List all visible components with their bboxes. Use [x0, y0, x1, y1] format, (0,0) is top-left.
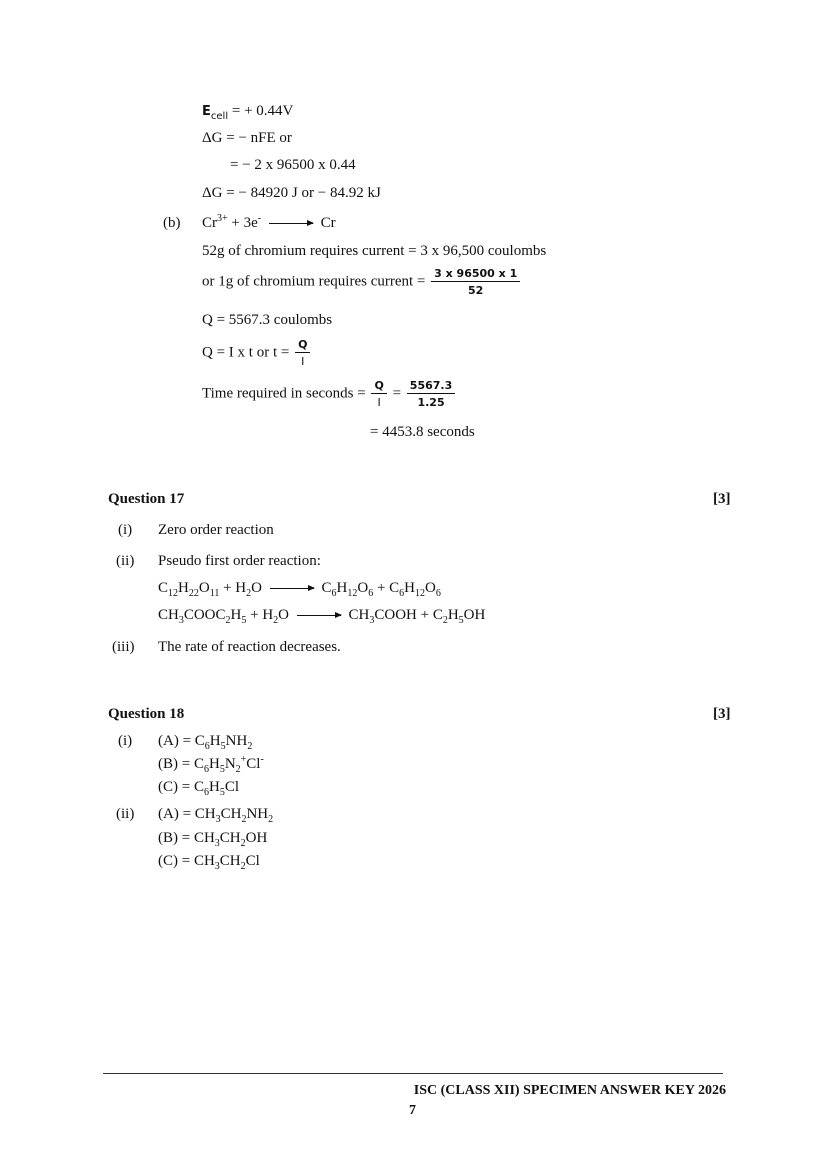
equation-reactants: $C_{12}H_{22}O_{11} + H_2O$ [158, 580, 262, 599]
chromium-reduction-equation [202, 213, 336, 231]
q18-ii-compound-c: $(C) = CH_3CH_2Cl$ [158, 853, 260, 872]
fraction-denominator: I [377, 396, 381, 409]
t-fraction [295, 339, 310, 367]
ecell-line [202, 103, 294, 122]
delta-g-substitution: = − 2 x 96500 x 0.44 [230, 157, 356, 173]
q17-i-label: (i) [118, 522, 133, 538]
fraction-numerator: 5567.3 [407, 380, 455, 394]
q17-i-answer: Zero order reaction [158, 522, 274, 538]
equation-products: $CH_3COOH + C_2H_5OH$ [348, 607, 486, 626]
page-number: 7 [409, 1103, 416, 1118]
q18-i-compound-b: $(B) = C_6H_5N_2^+Cl^-$ [158, 754, 264, 775]
fraction-denominator: 1.25 [417, 396, 445, 409]
delta-g-result: ΔG = − 84920 J or − 84.92 kJ [202, 185, 381, 201]
time-fraction-symbolic [371, 380, 386, 408]
q-equals-it-line [202, 339, 312, 367]
q18-i-compound-c: $(C) = C_6H_5Cl$ [158, 779, 239, 798]
charge-1g-line [202, 268, 522, 296]
equation-products: $C_6H_{12}O_6 + C_6H_{12}O_6$ [321, 580, 441, 599]
q18-ii-compound-a: $(A) = CH_3CH_2NH_2$ [158, 806, 274, 825]
electrons: + 3e [227, 215, 258, 231]
charge-52g-line: 52g of chromium requires current = 3 x 96,500 coulombs [202, 243, 547, 259]
time-required-line [202, 380, 457, 408]
time-result: = 4453.8 seconds [370, 424, 475, 440]
fraction-denominator: 52 [468, 284, 484, 297]
ester-hydrolysis-equation [158, 607, 486, 626]
q17-iii-answer: The rate of reaction decreases. [158, 639, 341, 655]
time-fraction-numeric [407, 380, 455, 408]
charge-1g-fraction [431, 268, 520, 296]
reaction-arrow-icon [269, 223, 313, 224]
q17-iii-label: (iii) [112, 639, 135, 655]
question-17-title: Question 17 [108, 491, 185, 507]
equals-sign: = [392, 385, 402, 402]
fraction-numerator: 3 x 96500 x 1 [431, 268, 520, 282]
q-equals-it-text: Q = I x t or t = [202, 344, 290, 361]
q18-i-compound-a: $(A) = C_6H_5NH_2$ [158, 733, 253, 752]
electron-charge: - [257, 213, 262, 224]
q17-ii-label: (ii) [116, 553, 135, 569]
sucrose-hydrolysis-equation [158, 580, 441, 599]
equation-reactants: $CH_3COOC_2H_5 + H_2O$ [158, 607, 290, 626]
fraction-numerator: Q [371, 380, 386, 394]
question-18-marks: [3] [713, 706, 731, 722]
reaction-arrow-icon [297, 615, 341, 616]
fraction-denominator: I [301, 355, 305, 368]
chromium-metal: Cr [320, 215, 336, 231]
charge-q-line: Q = 5567.3 coulombs [202, 312, 333, 328]
ecell-value: = + 0.44V [231, 103, 294, 119]
charge-1g-text: or 1g of chromium requires current = [202, 273, 426, 290]
fraction-numerator: Q [295, 339, 310, 353]
footer-divider [103, 1073, 723, 1074]
q18-ii-label: (ii) [116, 806, 135, 822]
ecell-subscript: cell [210, 111, 229, 122]
time-required-text: Time required in seconds = [202, 385, 366, 402]
part-b-label: (b) [163, 215, 181, 231]
q18-ii-compound-b: $(B) = CH_3CH_2OH$ [158, 830, 268, 849]
delta-g-formula: ΔG = − nFE or [202, 130, 292, 146]
reaction-arrow-icon [270, 588, 314, 589]
ecell-symbol: E [202, 104, 211, 119]
chromium-ion: Cr [202, 215, 217, 231]
q18-i-label: (i) [118, 733, 133, 749]
question-18-title: Question 18 [108, 706, 185, 722]
question-17-marks: [3] [713, 491, 731, 507]
chromium-charge: 3+ [217, 213, 228, 224]
footer-title: ISC (CLASS XII) SPECIMEN ANSWER KEY 2026 [413, 1083, 726, 1098]
q17-ii-answer: Pseudo first order reaction: [158, 553, 321, 569]
